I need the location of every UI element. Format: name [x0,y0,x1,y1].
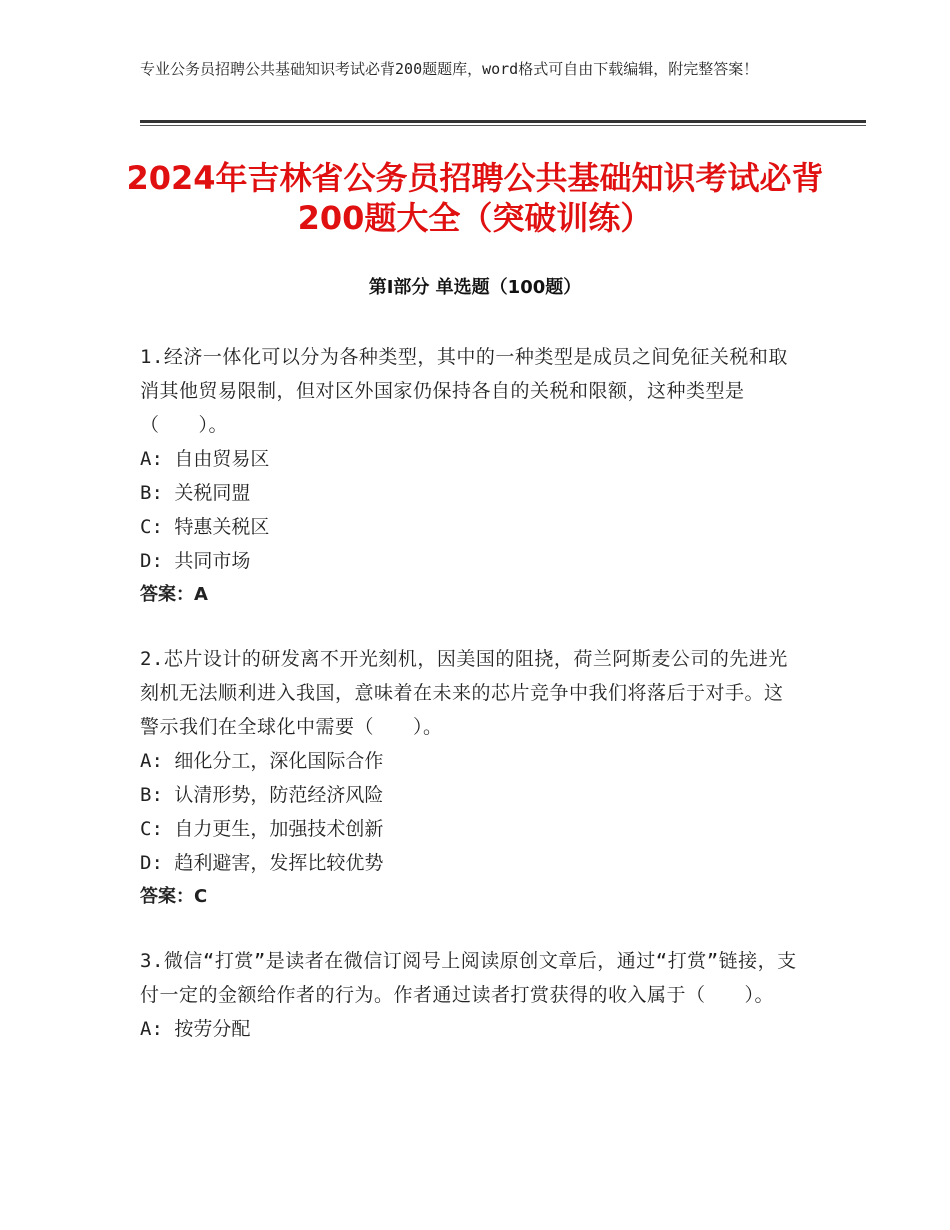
question-list [140,340,800,1076]
answer-label: 答案：A [140,584,208,605]
question-stem: 3.微信“打赏”是读者在微信订阅号上阅读原创文章后，通过“打赏”链接，支付一定的金额给作者的行为。作者通过读者打赏获得的收入属于（ ）。 [140,950,797,1006]
option-c: C: 特惠关税区 [140,516,270,538]
document-title: 2024年吉林省公务员招聘公共基础知识考试必背200题大全（突破训练） [126,159,824,237]
question-item [140,340,800,612]
option-b: B: 关税同盟 [140,482,251,504]
header-rule-thin [140,125,866,126]
option-d: D: 趋利避害，发挥比较优势 [140,852,384,874]
option-d: D: 共同市场 [140,550,251,572]
option-a: A: 按劳分配 [140,1018,251,1040]
question-item [140,642,800,914]
section-heading: 第Ⅰ部分 单选题（100题） [368,277,582,298]
question-stem: 2.芯片设计的研发离不开光刻机，因美国的阻挠，荷兰阿斯麦公司的先进光刻机无法顺利进入我国，意味着在未来的芯片竞争中我们将落后于对手。这警示我们在全球化中需要（ ）。 [140,648,788,738]
option-a: A: 细化分工，深化国际合作 [140,750,384,772]
question-stem: 1.经济一体化可以分为各种类型，其中的一种类型是成员之间免征关税和取消其他贸易限制，但对区外国家仍保持各自的关税和限额，这种类型是（ ）。 [140,346,788,436]
option-b: B: 认清形势，防范经济风险 [140,784,384,806]
option-a: A: 自由贸易区 [140,448,270,470]
question-item [140,944,800,1046]
header-rule-thick [140,120,866,123]
option-c: C: 自力更生，加强技术创新 [140,818,384,840]
header-note: 专业公务员招聘公共基础知识考试必背200题题库，word格式可自由下载编辑，附完整答案！ [140,60,759,78]
answer-label: 答案：C [140,886,208,907]
